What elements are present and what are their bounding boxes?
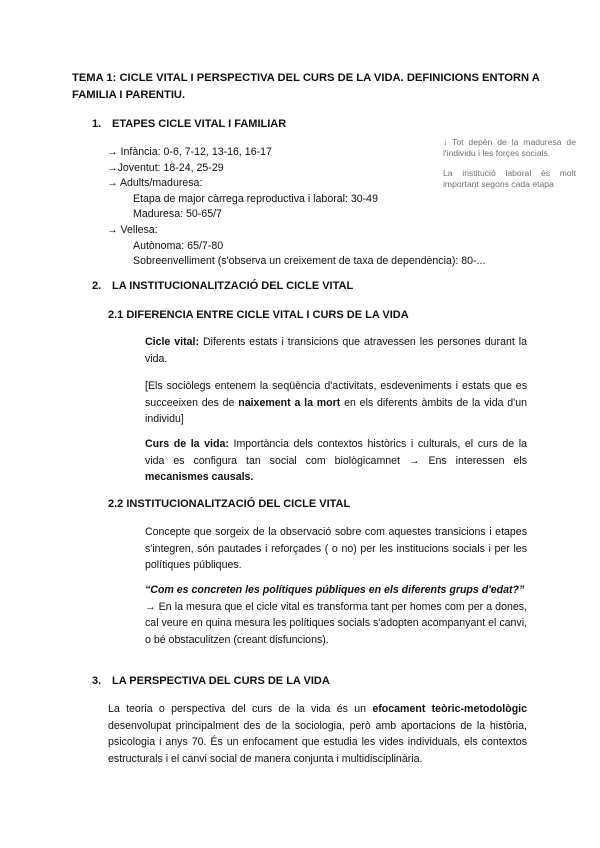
side-note-text: ↓ Tot depèn de la maduresa de l'individu i les forçes socials. [443, 137, 576, 158]
list-item: Sobreenvelliment (s'observa un creixement de taxa de dependència): 80-... [133, 255, 486, 268]
list-item: → Adults/maduresa: [107, 177, 203, 190]
list-item: Maduresa: 50-65/7 [133, 208, 222, 221]
paragraph-curs-vida: Curs de la vida: Importància dels contextos històrics i culturals, el curs de la vida es configura tan social com biològicamnet → Ens interessen els mecanismes causals. [145, 438, 527, 483]
life-stages-list [107, 145, 485, 270]
paragraph-cicle-vital: Cicle vital: Diferents estats i transicions que atravessen les persones durant la vida. [145, 336, 527, 365]
paragraph-sociolegs: [Els sociòlegs entenem la seqüència d'activitats, esdeveniments i estats que es succeeixen des de naixement a la mort en els diferents àmbits de la vida d'un individu] [145, 380, 527, 425]
section-3-heading [92, 674, 330, 689]
list-item: → Infància: 0-6, 7-12, 13-16, 16-17 [107, 146, 272, 158]
list-item: →Joventut: 18-24, 25-29 [107, 161, 224, 174]
side-note-text: La institució laboral és molt important segons cada etapa [443, 168, 576, 189]
subsection-2-2-heading: 2.2 INSTITUCIONALITZACIÓ DEL CICLE VITAL [108, 498, 351, 510]
list-item: → Vellesa: [107, 223, 158, 236]
question-answer: → En la mesura que el cicle vital es transforma tant per homes com per a dones, cal veure en quina mesura les polítiques socials s'adopten acompanyant el canvi, o bé obstaculitzen (creant disfuncions). [145, 600, 527, 646]
section-title: ETAPES CICLE VITAL I FAMILIAR [112, 118, 287, 130]
paragraph-perspectiva: La teoria o perspectiva del curs de la vida és un efocament teòric-metodològic desenvolupat principalment des de la sociologia, però amb aportacions de la història, psicologia i anys 70. És un enfocament que estudia les vides individuals, els contextos estructurals i el canvi social de manera conjunta i multidisciplinària. [108, 703, 528, 765]
document-title: TEMA 1: CICLE VITAL I PERSPECTIVA DEL CURS DE LA VIDA. DEFINICIONS ENTORN A FAMILIA I PARENTIU. [72, 72, 540, 101]
paragraph-concepte: Concepte que sorgeix de la observació sobre com aquestes transicions i etapes s'integren, són pautades i reforçades ( o no) per les institucions socials i per les polítiques públiques. [145, 526, 527, 571]
term-curs-vida: Curs de la vida: [145, 438, 229, 450]
paragraph-question [145, 582, 527, 648]
section-title: LA INSTITUCIONALITZACIÓ DEL CICLE VITAL [112, 280, 354, 292]
section-number: 3. [92, 675, 102, 687]
list-item: Autònoma: 65/7-80 [133, 239, 224, 252]
question-text: “Com es concreten les polítiques públiques en els diferents grups d'edat?” [145, 584, 525, 596]
section-title: LA PERSPECTIVA DEL CURS DE LA VIDA [112, 675, 330, 687]
side-note [443, 137, 576, 199]
section-2-heading [92, 279, 353, 294]
section-number: 1. [92, 118, 102, 130]
section-1-heading [92, 117, 286, 132]
section-number: 2. [92, 280, 102, 292]
subsection-2-1-heading: 2.1 DIFERENCIA ENTRE CICLE VITAL I CURS DE LA VIDA [108, 309, 409, 321]
term-cicle-vital: Cicle vital: [145, 336, 199, 348]
list-item: Etapa de major càrrega reproductiva i laboral: 30-49 [133, 192, 378, 205]
